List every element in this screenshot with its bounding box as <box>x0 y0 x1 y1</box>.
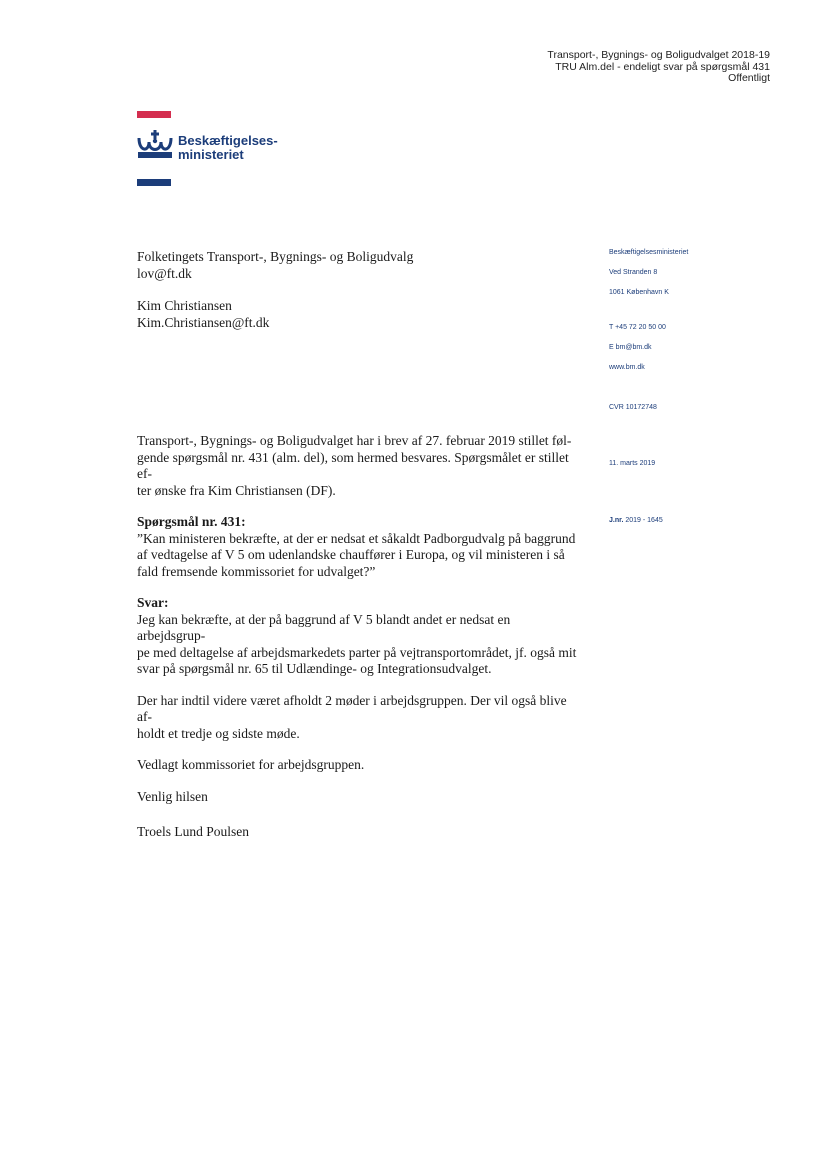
intro-paragraph <box>137 433 577 499</box>
recipient-committee: Folketingets Transport-, Bygnings- og Boligudvalg <box>137 249 414 264</box>
answer-line: Jeg kan bekræfte, at der på baggrund af V 5 blandt andet er nedsat en arbejdsgrup- <box>137 611 511 643</box>
intro-line: Transport-, Bygnings- og Boligudvalget har i brev af 27. februar 2019 stillet føl- <box>137 433 572 448</box>
ministry-logo <box>135 128 278 162</box>
signature-name: Troels Lund Poulsen <box>137 824 250 839</box>
letter-body <box>137 433 577 820</box>
header-line-reference: TRU Alm.del - endeligt svar på spørgsmål 431 <box>555 60 770 73</box>
crown-icon <box>135 128 175 160</box>
answer-section <box>137 595 577 678</box>
intro-line: gende spørgsmål nr. 431 (alm. del), som hermed besvares. Spørgsmålet er stillet ef- <box>137 449 569 481</box>
question-line: fald fremsende kommissoriet for udvalget?” <box>137 563 376 579</box>
logo-name-line1: Beskæftigelses- <box>178 133 278 148</box>
closing-greeting: Venlig hilsen <box>137 788 208 804</box>
journal-number <box>609 517 663 524</box>
recipient-committee-email: lov@ft.dk <box>137 265 192 281</box>
answer-line: pe med deltagelse af arbejdsmarkedets parter på vejtransportområdet, jf. også mit <box>137 644 577 660</box>
question-line: af vedtagelse af V 5 om udenlandske chauffører i Europa, og vil ministeren i så <box>137 547 565 562</box>
sender-email: E bm@bm.dk <box>609 344 652 351</box>
logo-name-line2: ministeriet <box>178 147 244 162</box>
sender-phone: T +45 72 20 50 00 <box>609 324 666 331</box>
sender-street: Ved Stranden 8 <box>609 269 658 276</box>
answer-heading: Svar: <box>137 595 169 610</box>
logo-top-bar <box>137 111 171 118</box>
letter-date: 11. marts 2019 <box>609 460 656 467</box>
journal-number-label: J.nr. <box>609 517 624 524</box>
document-header-stamp <box>547 50 770 85</box>
header-line-status: Offentligt <box>728 72 770 84</box>
answer-line: svar på spørgsmål nr. 65 til Udlændinge- og Integrationsudvalget. <box>137 661 492 676</box>
question-section <box>137 514 577 580</box>
recipient-person-email: Kim.Christiansen@ft.dk <box>137 314 270 330</box>
question-line: ”Kan ministeren bekræfte, at der er nedsat et såkaldt Padborgudvalg på baggrund <box>137 530 576 546</box>
question-heading: Spørgsmål nr. 431: <box>137 514 246 529</box>
header-line-committee: Transport-, Bygnings- og Boligudvalget 2018-19 <box>547 49 770 61</box>
journal-number-value: 2019 - 1645 <box>625 517 663 524</box>
meetings-line: holdt et tredje og sidste møde. <box>137 725 300 741</box>
intro-line: ter ønske fra Kim Christiansen (DF). <box>137 482 336 498</box>
sender-website: www.bm.dk <box>609 364 645 371</box>
logo-bottom-bar <box>137 179 171 186</box>
attachment-paragraph: Vedlagt kommissoriet for arbejdsgruppen. <box>137 757 365 772</box>
sender-city: 1061 København K <box>609 289 669 296</box>
sender-org: Beskæftigelsesministeriet <box>609 249 689 256</box>
recipient-person: Kim Christiansen <box>137 298 232 313</box>
meetings-paragraph <box>137 693 577 743</box>
recipient-block <box>137 249 413 347</box>
meetings-line: Der har indtil videre været afholdt 2 møder i arbejdsgruppen. Der vil også blive af- <box>137 692 567 724</box>
sender-cvr: CVR 10172748 <box>609 404 657 411</box>
